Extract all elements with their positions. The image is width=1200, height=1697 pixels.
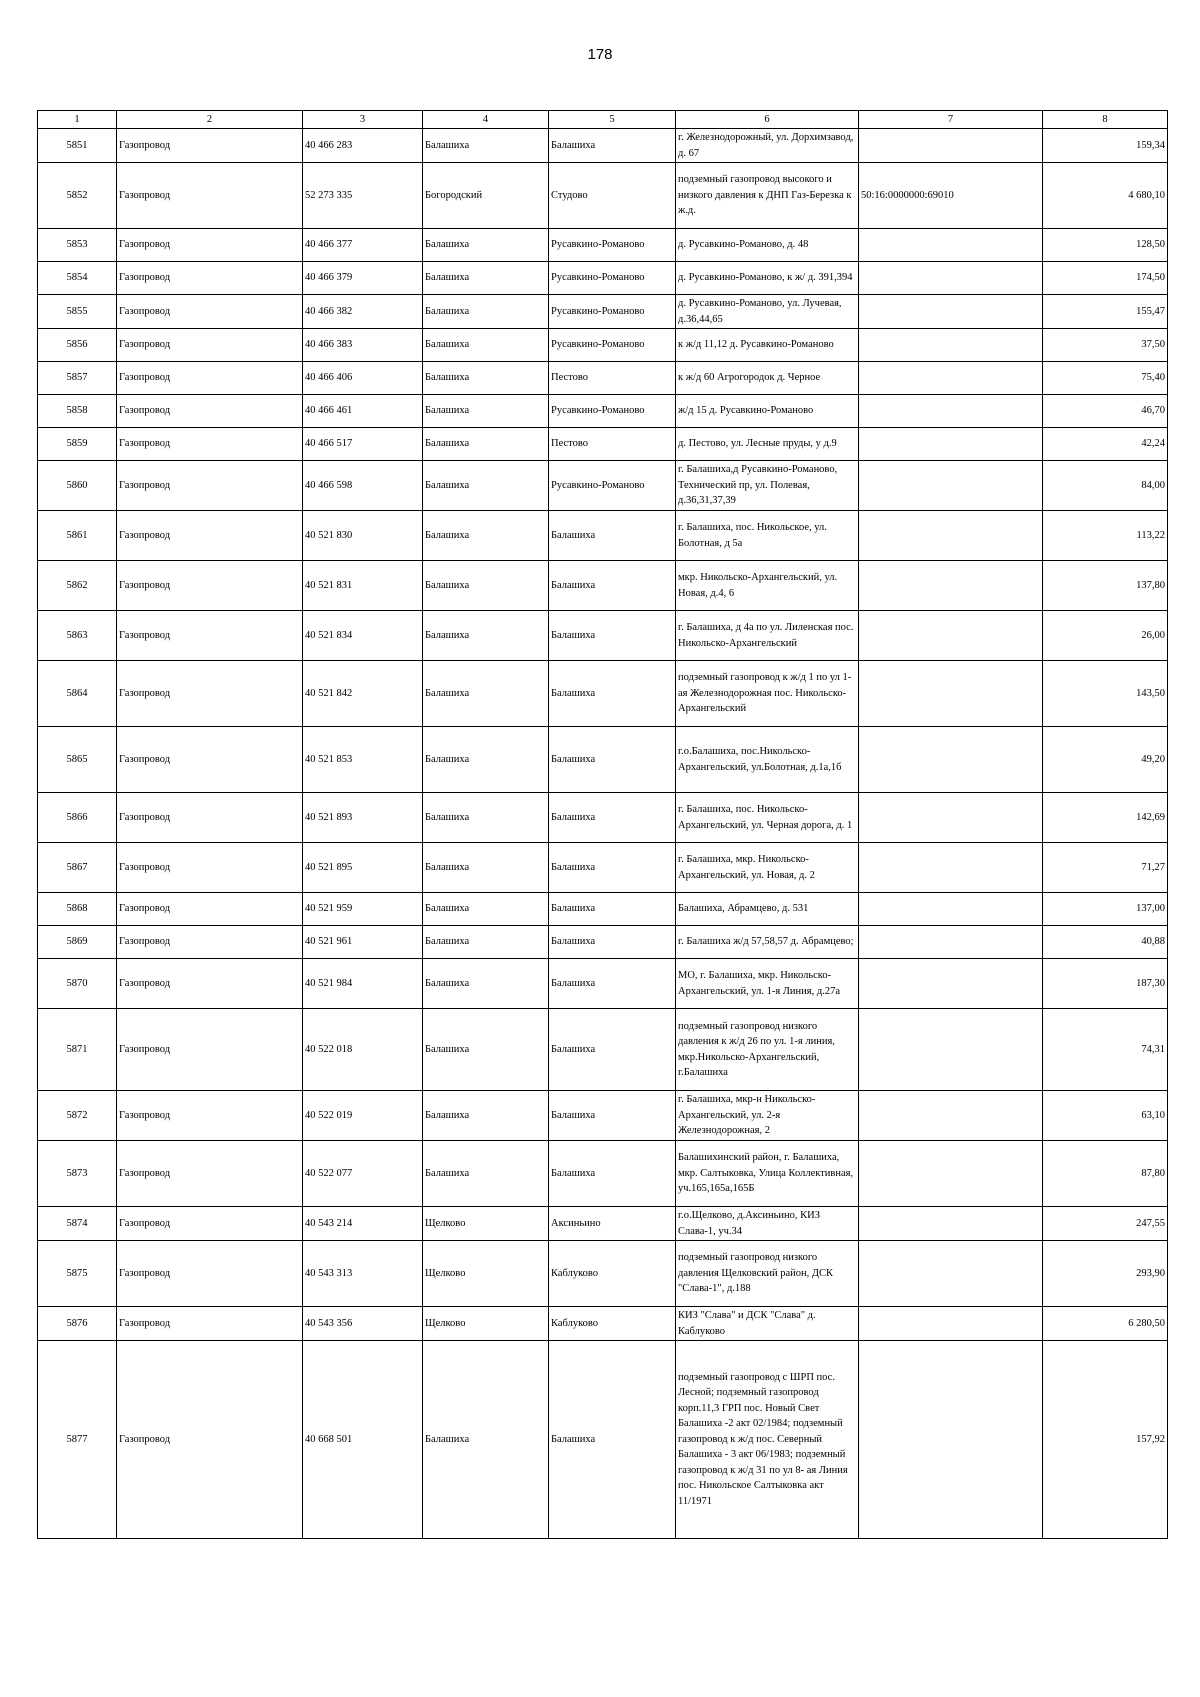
registry-table [37, 110, 1168, 1539]
row-number-cell: 5856 [38, 329, 117, 362]
address-cell: г. Балашиха,д Русавкино-Романово, Технический пр, ул. Полевая, д.36,31,37,39 [676, 461, 859, 511]
locality-cell: Русавкино-Романово [549, 262, 676, 295]
address-cell: д. Русавкино-Романово, ул. Лучевая, д.36,44,65 [676, 295, 859, 329]
district-cell: Балашиха [423, 262, 549, 295]
oktmo-code-cell: 40 466 283 [303, 129, 423, 163]
address-cell: д. Русавкино-Романово, к ж/ д. 391,394 [676, 262, 859, 295]
cadastral-number-cell [859, 229, 1043, 262]
cadastral-number-cell [859, 1341, 1043, 1539]
oktmo-code-cell: 52 273 335 [303, 163, 423, 229]
length-value-cell: 26,00 [1043, 611, 1168, 661]
cadastral-number-cell [859, 329, 1043, 362]
object-type-cell: Газопровод [117, 428, 303, 461]
district-cell: Балашиха [423, 229, 549, 262]
cadastral-number-cell [859, 843, 1043, 893]
cadastral-number-cell [859, 893, 1043, 926]
length-value-cell: 113,22 [1043, 511, 1168, 561]
object-type-cell: Газопровод [117, 329, 303, 362]
district-cell: Балашиха [423, 362, 549, 395]
district-cell: Балашиха [423, 727, 549, 793]
object-type-cell: Газопровод [117, 1009, 303, 1091]
address-cell: к ж/д 60 Агрогородок д. Черное [676, 362, 859, 395]
district-cell: Щелково [423, 1307, 549, 1341]
column-header: 7 [859, 111, 1043, 129]
oktmo-code-cell: 40 522 077 [303, 1141, 423, 1207]
cadastral-number-cell [859, 511, 1043, 561]
header-row [38, 111, 1168, 129]
row-number-cell: 5858 [38, 395, 117, 428]
cadastral-number-cell [859, 295, 1043, 329]
oktmo-code-cell: 40 466 517 [303, 428, 423, 461]
address-cell: г. Балашиха ж/д 57,58,57 д. Абрамцево; [676, 926, 859, 959]
locality-cell: Каблуково [549, 1241, 676, 1307]
table-row [38, 1009, 1168, 1091]
length-value-cell: 4 680,10 [1043, 163, 1168, 229]
object-type-cell: Газопровод [117, 611, 303, 661]
cadastral-number-cell [859, 428, 1043, 461]
district-cell: Балашиха [423, 428, 549, 461]
locality-cell: Русавкино-Романово [549, 229, 676, 262]
oktmo-code-cell: 40 466 598 [303, 461, 423, 511]
length-value-cell: 75,40 [1043, 362, 1168, 395]
locality-cell: Балашиха [549, 793, 676, 843]
length-value-cell: 71,27 [1043, 843, 1168, 893]
column-header: 5 [549, 111, 676, 129]
address-cell: Балашихинский район, г. Балашиха, мкр. Салтыковка, Улица Коллективная, уч.165,165а,165Б [676, 1141, 859, 1207]
table-row [38, 727, 1168, 793]
object-type-cell: Газопровод [117, 511, 303, 561]
object-type-cell: Газопровод [117, 793, 303, 843]
row-number-cell: 5863 [38, 611, 117, 661]
oktmo-code-cell: 40 466 379 [303, 262, 423, 295]
object-type-cell: Газопровод [117, 1141, 303, 1207]
oktmo-code-cell: 40 521 961 [303, 926, 423, 959]
row-number-cell: 5867 [38, 843, 117, 893]
length-value-cell: 137,00 [1043, 893, 1168, 926]
cadastral-number-cell [859, 1241, 1043, 1307]
cadastral-number-cell [859, 793, 1043, 843]
table-row [38, 461, 1168, 511]
length-value-cell: 247,55 [1043, 1207, 1168, 1241]
row-number-cell: 5873 [38, 1141, 117, 1207]
locality-cell: Балашиха [549, 1009, 676, 1091]
locality-cell: Балашиха [549, 611, 676, 661]
locality-cell: Балашиха [549, 727, 676, 793]
table-row [38, 893, 1168, 926]
length-value-cell: 84,00 [1043, 461, 1168, 511]
row-number-cell: 5853 [38, 229, 117, 262]
locality-cell: Балашиха [549, 959, 676, 1009]
object-type-cell: Газопровод [117, 262, 303, 295]
oktmo-code-cell: 40 543 313 [303, 1241, 423, 1307]
district-cell: Балашиха [423, 1009, 549, 1091]
row-number-cell: 5854 [38, 262, 117, 295]
table-row [38, 295, 1168, 329]
locality-cell: Балашиха [549, 511, 676, 561]
column-header: 2 [117, 111, 303, 129]
district-cell: Балашиха [423, 461, 549, 511]
district-cell: Балашиха [423, 661, 549, 727]
cadastral-number-cell [859, 395, 1043, 428]
locality-cell: Студово [549, 163, 676, 229]
cadastral-number-cell [859, 129, 1043, 163]
column-header: 6 [676, 111, 859, 129]
length-value-cell: 142,69 [1043, 793, 1168, 843]
district-cell: Балашиха [423, 926, 549, 959]
column-header: 3 [303, 111, 423, 129]
length-value-cell: 293,90 [1043, 1241, 1168, 1307]
table-row [38, 661, 1168, 727]
oktmo-code-cell: 40 668 501 [303, 1341, 423, 1539]
length-value-cell: 87,80 [1043, 1141, 1168, 1207]
oktmo-code-cell: 40 521 830 [303, 511, 423, 561]
locality-cell: Балашиха [549, 1341, 676, 1539]
table-row [38, 1141, 1168, 1207]
table-row [38, 1091, 1168, 1141]
object-type-cell: Газопровод [117, 926, 303, 959]
cadastral-number-cell [859, 262, 1043, 295]
address-cell: МО, г. Балашиха, мкр. Никольско-Архангельский, ул. 1-я Линия, д.27а [676, 959, 859, 1009]
address-cell: г. Железнодорожный, ул. Дорхимзавод, д. 67 [676, 129, 859, 163]
object-type-cell: Газопровод [117, 1207, 303, 1241]
district-cell: Балашиха [423, 511, 549, 561]
locality-cell: Пестово [549, 428, 676, 461]
locality-cell: Русавкино-Романово [549, 395, 676, 428]
cadastral-number-cell [859, 362, 1043, 395]
length-value-cell: 40,88 [1043, 926, 1168, 959]
table-row [38, 163, 1168, 229]
length-value-cell: 159,34 [1043, 129, 1168, 163]
table-row [38, 262, 1168, 295]
district-cell: Балашиха [423, 959, 549, 1009]
oktmo-code-cell: 40 521 893 [303, 793, 423, 843]
length-value-cell: 6 280,50 [1043, 1307, 1168, 1341]
row-number-cell: 5855 [38, 295, 117, 329]
length-value-cell: 155,47 [1043, 295, 1168, 329]
district-cell: Балашиха [423, 129, 549, 163]
oktmo-code-cell: 40 521 853 [303, 727, 423, 793]
table-row [38, 362, 1168, 395]
object-type-cell: Газопровод [117, 295, 303, 329]
district-cell: Балашиха [423, 395, 549, 428]
cadastral-number-cell [859, 1307, 1043, 1341]
oktmo-code-cell: 40 521 895 [303, 843, 423, 893]
object-type-cell: Газопровод [117, 395, 303, 428]
district-cell: Балашиха [423, 1141, 549, 1207]
table-row [38, 843, 1168, 893]
address-cell: г. Балашиха, мкр-н Никольско-Архангельский, ул. 2-я Железнодорожная, 2 [676, 1091, 859, 1141]
district-cell: Балашиха [423, 611, 549, 661]
cadastral-number-cell [859, 561, 1043, 611]
locality-cell: Аксиньино [549, 1207, 676, 1241]
oktmo-code-cell: 40 521 959 [303, 893, 423, 926]
locality-cell: Пестово [549, 362, 676, 395]
table-row [38, 229, 1168, 262]
oktmo-code-cell: 40 522 018 [303, 1009, 423, 1091]
column-header: 8 [1043, 111, 1168, 129]
address-cell: г. Балашиха, мкр. Никольско-Архангельский, ул. Новая, д. 2 [676, 843, 859, 893]
address-cell: мкр. Никольско-Архангельский, ул. Новая, д.4, 6 [676, 561, 859, 611]
object-type-cell: Газопровод [117, 229, 303, 262]
length-value-cell: 49,20 [1043, 727, 1168, 793]
cadastral-number-cell [859, 727, 1043, 793]
address-cell: г.о.Щелково, д.Аксиньино, КИЗ Слава-1, уч.34 [676, 1207, 859, 1241]
district-cell: Балашиха [423, 843, 549, 893]
object-type-cell: Газопровод [117, 1341, 303, 1539]
column-header: 1 [38, 111, 117, 129]
district-cell: Балашиха [423, 561, 549, 611]
oktmo-code-cell: 40 521 834 [303, 611, 423, 661]
cadastral-number-cell [859, 611, 1043, 661]
row-number-cell: 5877 [38, 1341, 117, 1539]
locality-cell: Балашиха [549, 661, 676, 727]
row-number-cell: 5876 [38, 1307, 117, 1341]
table-row [38, 395, 1168, 428]
row-number-cell: 5859 [38, 428, 117, 461]
oktmo-code-cell: 40 521 984 [303, 959, 423, 1009]
row-number-cell: 5875 [38, 1241, 117, 1307]
object-type-cell: Газопровод [117, 362, 303, 395]
oktmo-code-cell: 40 543 214 [303, 1207, 423, 1241]
row-number-cell: 5857 [38, 362, 117, 395]
object-type-cell: Газопровод [117, 959, 303, 1009]
table-row [38, 1207, 1168, 1241]
length-value-cell: 187,30 [1043, 959, 1168, 1009]
locality-cell: Каблуково [549, 1307, 676, 1341]
address-cell: к ж/д 11,12 д. Русавкино-Романово [676, 329, 859, 362]
object-type-cell: Газопровод [117, 163, 303, 229]
address-cell: г. Балашиха, д 4а по ул. Лиленская пос. Никольско-Архангельский [676, 611, 859, 661]
oktmo-code-cell: 40 466 382 [303, 295, 423, 329]
district-cell: Балашиха [423, 1091, 549, 1141]
address-cell: подземный газопровод к ж/д 1 по ул 1-ая Железнодорожная пос. Никольско-Архангельский [676, 661, 859, 727]
length-value-cell: 37,50 [1043, 329, 1168, 362]
oktmo-code-cell: 40 466 461 [303, 395, 423, 428]
length-value-cell: 174,50 [1043, 262, 1168, 295]
table-row [38, 1241, 1168, 1307]
row-number-cell: 5872 [38, 1091, 117, 1141]
locality-cell: Русавкино-Романово [549, 329, 676, 362]
district-cell: Балашиха [423, 295, 549, 329]
table-row [38, 329, 1168, 362]
length-value-cell: 157,92 [1043, 1341, 1168, 1539]
locality-cell: Балашиха [549, 561, 676, 611]
column-header: 4 [423, 111, 549, 129]
locality-cell: Балашиха [549, 129, 676, 163]
locality-cell: Балашиха [549, 843, 676, 893]
object-type-cell: Газопровод [117, 1091, 303, 1141]
row-number-cell: 5866 [38, 793, 117, 843]
table-row [38, 959, 1168, 1009]
district-cell: Щелково [423, 1207, 549, 1241]
table-row [38, 1341, 1168, 1539]
district-cell: Щелково [423, 1241, 549, 1307]
oktmo-code-cell: 40 466 377 [303, 229, 423, 262]
address-cell: г. Балашиха, пос. Никольско-Архангельский, ул. Черная дорога, д. 1 [676, 793, 859, 843]
oktmo-code-cell: 40 521 831 [303, 561, 423, 611]
table-row [38, 611, 1168, 661]
row-number-cell: 5860 [38, 461, 117, 511]
oktmo-code-cell: 40 522 019 [303, 1091, 423, 1141]
length-value-cell: 143,50 [1043, 661, 1168, 727]
length-value-cell: 63,10 [1043, 1091, 1168, 1141]
object-type-cell: Газопровод [117, 561, 303, 611]
locality-cell: Русавкино-Романово [549, 295, 676, 329]
length-value-cell: 46,70 [1043, 395, 1168, 428]
address-cell: ж/д 15 д. Русавкино-Романово [676, 395, 859, 428]
address-cell: подземный газопровод высокого и низкого давления к ДНП Газ-Березка к ж.д. [676, 163, 859, 229]
row-number-cell: 5852 [38, 163, 117, 229]
oktmo-code-cell: 40 543 356 [303, 1307, 423, 1341]
cadastral-number-cell [859, 1091, 1043, 1141]
row-number-cell: 5861 [38, 511, 117, 561]
row-number-cell: 5874 [38, 1207, 117, 1241]
object-type-cell: Газопровод [117, 461, 303, 511]
cadastral-number-cell [859, 461, 1043, 511]
table-row [38, 511, 1168, 561]
object-type-cell: Газопровод [117, 727, 303, 793]
row-number-cell: 5871 [38, 1009, 117, 1091]
cadastral-number-cell [859, 1009, 1043, 1091]
length-value-cell: 74,31 [1043, 1009, 1168, 1091]
row-number-cell: 5851 [38, 129, 117, 163]
district-cell: Балашиха [423, 793, 549, 843]
oktmo-code-cell: 40 521 842 [303, 661, 423, 727]
length-value-cell: 42,24 [1043, 428, 1168, 461]
cadastral-number-cell [859, 959, 1043, 1009]
row-number-cell: 5869 [38, 926, 117, 959]
oktmo-code-cell: 40 466 383 [303, 329, 423, 362]
district-cell: Богородский [423, 163, 549, 229]
district-cell: Балашиха [423, 893, 549, 926]
length-value-cell: 137,80 [1043, 561, 1168, 611]
table-row [38, 926, 1168, 959]
table-row [38, 1307, 1168, 1341]
district-cell: Балашиха [423, 329, 549, 362]
locality-cell: Балашиха [549, 1091, 676, 1141]
address-cell: г. Балашиха, пос. Никольское, ул. Болотная, д 5а [676, 511, 859, 561]
table-row [38, 561, 1168, 611]
locality-cell: Балашиха [549, 893, 676, 926]
oktmo-code-cell: 40 466 406 [303, 362, 423, 395]
length-value-cell: 128,50 [1043, 229, 1168, 262]
cadastral-number-cell: 50:16:0000000:69010 [859, 163, 1043, 229]
row-number-cell: 5864 [38, 661, 117, 727]
object-type-cell: Газопровод [117, 1241, 303, 1307]
address-cell: Балашиха, Абрамцево, д. 531 [676, 893, 859, 926]
cadastral-number-cell [859, 1141, 1043, 1207]
row-number-cell: 5865 [38, 727, 117, 793]
object-type-cell: Газопровод [117, 893, 303, 926]
row-number-cell: 5870 [38, 959, 117, 1009]
object-type-cell: Газопровод [117, 843, 303, 893]
object-type-cell: Газопровод [117, 1307, 303, 1341]
row-number-cell: 5868 [38, 893, 117, 926]
address-cell: д. Пестово, ул. Лесные пруды, у д.9 [676, 428, 859, 461]
cadastral-number-cell [859, 1207, 1043, 1241]
row-number-cell: 5862 [38, 561, 117, 611]
address-cell: подземный газопровод низкого давления к ж/д 26 по ул. 1-я линия, мкр.Никольско-Архангельский, г.Балашиха [676, 1009, 859, 1091]
locality-cell: Балашиха [549, 1141, 676, 1207]
address-cell: подземный газопровод с ШРП пос. Лесной; подземный газопровод корп.11,3 ГРП пос. Новый Свет Балашиха -2 акт 02/1984; подземный газопровод к ж/д пос. Северный Балашиха - 3 акт 06/1983; подземный газопровод к ж/д 31 по ул 8- ая Линия пос. Никольское Салтыковка акт 11/1971 [676, 1341, 859, 1539]
table-row [38, 129, 1168, 163]
page-number: 178 [587, 46, 613, 63]
object-type-cell: Газопровод [117, 661, 303, 727]
table-row [38, 428, 1168, 461]
district-cell: Балашиха [423, 1341, 549, 1539]
address-cell: г.о.Балашиха, пос.Никольско-Архангельский, ул.Болотная, д.1а,1б [676, 727, 859, 793]
address-cell: подземный газопровод низкого давления Щелковский район, ДСК "Слава-1", д.188 [676, 1241, 859, 1307]
cadastral-number-cell [859, 661, 1043, 727]
locality-cell: Русавкино-Романово [549, 461, 676, 511]
table-row [38, 793, 1168, 843]
object-type-cell: Газопровод [117, 129, 303, 163]
address-cell: КИЗ "Слава" и ДСК "Слава" д. Каблуково [676, 1307, 859, 1341]
locality-cell: Балашиха [549, 926, 676, 959]
address-cell: д. Русавкино-Романово, д. 48 [676, 229, 859, 262]
cadastral-number-cell [859, 926, 1043, 959]
